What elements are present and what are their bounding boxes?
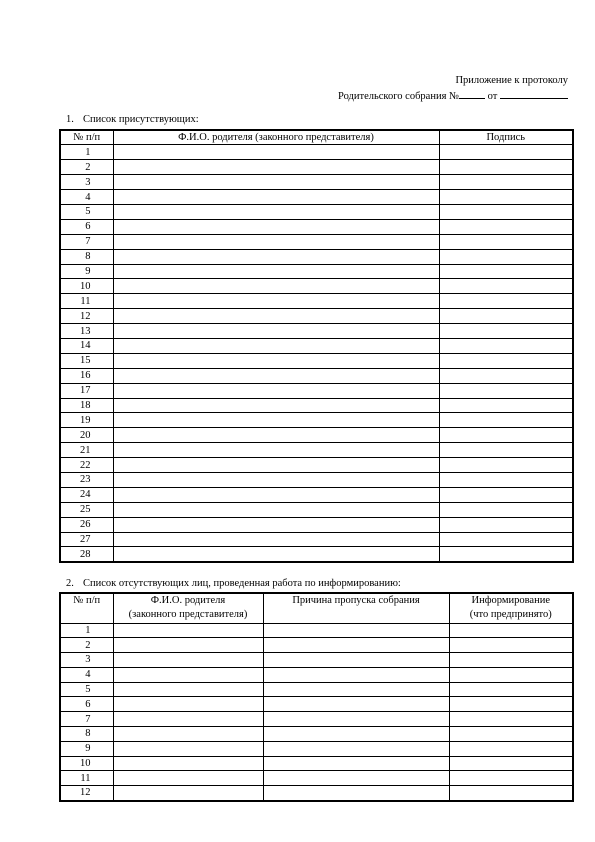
row-number: 1 (60, 145, 113, 160)
row-number: 26 (60, 517, 113, 532)
blank-cell[interactable] (263, 756, 449, 771)
header (338, 73, 568, 104)
blank-cell[interactable] (439, 487, 573, 502)
blank-cell[interactable] (113, 324, 439, 339)
blank-cell[interactable] (439, 324, 573, 339)
blank-cell[interactable] (439, 547, 573, 562)
table-row (60, 294, 573, 309)
row-number: 10 (60, 279, 113, 294)
table-row (60, 324, 573, 339)
table-row (60, 517, 573, 532)
blank-cell[interactable] (439, 279, 573, 294)
table-row (60, 234, 573, 249)
blank-cell[interactable] (263, 682, 449, 697)
row-number: 21 (60, 443, 113, 458)
table-row (60, 458, 573, 473)
table-row (60, 682, 573, 697)
blank-cell[interactable] (439, 443, 573, 458)
row-number: 15 (60, 353, 113, 368)
blank-cell[interactable] (113, 653, 263, 668)
blank-cell[interactable] (113, 279, 439, 294)
blank-cell[interactable] (113, 638, 263, 653)
blank-cell[interactable] (113, 398, 439, 413)
blank-cell[interactable] (113, 502, 439, 517)
blank-cell[interactable] (263, 697, 449, 712)
row-number: 11 (60, 771, 113, 786)
blank-cell[interactable] (439, 175, 573, 190)
table-row (60, 638, 573, 653)
blank-cell[interactable] (113, 517, 439, 532)
blank-cell[interactable] (113, 756, 263, 771)
header-date-label: от (487, 91, 498, 102)
table-row (60, 771, 573, 786)
row-number: 8 (60, 249, 113, 264)
blank-cell[interactable] (113, 383, 439, 398)
blank-cell[interactable] (263, 786, 449, 801)
table-row (60, 190, 573, 205)
table-row (60, 264, 573, 279)
row-number: 16 (60, 368, 113, 383)
blank-cell[interactable] (439, 398, 573, 413)
blank-cell[interactable] (113, 204, 439, 219)
row-number: 13 (60, 324, 113, 339)
table-row (60, 338, 573, 353)
blank-cell[interactable] (263, 771, 449, 786)
row-number: 4 (60, 190, 113, 205)
blank-cell[interactable] (449, 727, 573, 742)
blank-cell[interactable] (439, 264, 573, 279)
blank-cell[interactable] (439, 190, 573, 205)
section2-title (66, 578, 401, 589)
row-number: 2 (60, 638, 113, 653)
table-row (60, 786, 573, 801)
table-row (60, 532, 573, 547)
row-number: 4 (60, 667, 113, 682)
blank-cell[interactable] (113, 667, 263, 682)
blank-cell[interactable] (439, 204, 573, 219)
blank-cell[interactable] (439, 502, 573, 517)
row-number: 25 (60, 502, 113, 517)
attendees-table (59, 129, 574, 563)
blank-cell[interactable] (113, 190, 439, 205)
blank-cell[interactable] (449, 786, 573, 801)
table-row (60, 368, 573, 383)
row-number: 27 (60, 532, 113, 547)
blank-cell[interactable] (113, 547, 439, 562)
blank-cell[interactable] (439, 160, 573, 175)
blank-cell[interactable] (449, 667, 573, 682)
row-number: 19 (60, 413, 113, 428)
row-number: 3 (60, 175, 113, 190)
blank-cell[interactable] (113, 413, 439, 428)
col-signature-header: Подпись (439, 130, 573, 145)
table-row (60, 279, 573, 294)
table-row (60, 502, 573, 517)
table-row (60, 741, 573, 756)
table-row (60, 623, 573, 638)
row-number: 7 (60, 712, 113, 727)
blank-cell[interactable] (449, 756, 573, 771)
table-row (60, 653, 573, 668)
table-row (60, 667, 573, 682)
blank-cell[interactable] (439, 219, 573, 234)
blank-cell[interactable] (113, 727, 263, 742)
meeting-number-blank[interactable] (459, 88, 485, 99)
blank-cell[interactable] (449, 653, 573, 668)
blank-cell[interactable] (439, 413, 573, 428)
blank-cell[interactable] (449, 638, 573, 653)
blank-cell[interactable] (449, 623, 573, 638)
table-row (60, 249, 573, 264)
table-row (60, 160, 573, 175)
table-row (60, 727, 573, 742)
meeting-date-blank[interactable] (500, 88, 568, 99)
blank-cell[interactable] (439, 428, 573, 443)
table-row (60, 472, 573, 487)
blank-cell[interactable] (449, 771, 573, 786)
blank-cell[interactable] (263, 727, 449, 742)
blank-cell[interactable] (439, 294, 573, 309)
blank-cell[interactable] (439, 338, 573, 353)
row-number: 12 (60, 786, 113, 801)
blank-cell[interactable] (439, 517, 573, 532)
blank-cell[interactable] (113, 443, 439, 458)
table-row (60, 175, 573, 190)
table-row (60, 309, 573, 324)
blank-cell[interactable] (449, 697, 573, 712)
row-number: 9 (60, 741, 113, 756)
col-info-header: Информирование (что предпринято) (449, 593, 573, 623)
blank-cell[interactable] (113, 160, 439, 175)
row-number: 24 (60, 487, 113, 502)
blank-cell[interactable] (439, 234, 573, 249)
row-number: 20 (60, 428, 113, 443)
blank-cell[interactable] (113, 458, 439, 473)
table-row (60, 145, 573, 160)
table-row (60, 756, 573, 771)
blank-cell[interactable] (113, 234, 439, 249)
blank-cell[interactable] (113, 487, 439, 502)
header-meeting-label: Родительского собрания № (338, 91, 460, 102)
row-number: 22 (60, 458, 113, 473)
col-reason-header: Причина пропуска собрания (263, 593, 449, 623)
absentees-table-header (60, 593, 573, 623)
col-number-header: № п/п (60, 130, 113, 145)
row-number: 5 (60, 204, 113, 219)
blank-cell[interactable] (113, 697, 263, 712)
table-row (60, 413, 573, 428)
blank-cell[interactable] (113, 294, 439, 309)
row-number: 5 (60, 682, 113, 697)
table-row (60, 219, 573, 234)
blank-cell[interactable] (113, 532, 439, 547)
blank-cell[interactable] (439, 368, 573, 383)
table-row (60, 353, 573, 368)
blank-cell[interactable] (113, 771, 263, 786)
row-number: 10 (60, 756, 113, 771)
table-row (60, 204, 573, 219)
blank-cell[interactable] (439, 353, 573, 368)
row-number: 3 (60, 653, 113, 668)
table-row (60, 547, 573, 562)
blank-cell[interactable] (113, 623, 263, 638)
row-number: 23 (60, 472, 113, 487)
blank-cell[interactable] (113, 428, 439, 443)
row-number: 7 (60, 234, 113, 249)
blank-cell[interactable] (449, 712, 573, 727)
row-number: 6 (60, 697, 113, 712)
col-name-header: Ф.И.О. родителя (законного представителя) (113, 593, 263, 623)
blank-cell[interactable] (439, 458, 573, 473)
blank-cell[interactable] (113, 682, 263, 697)
absentees-table (59, 592, 574, 802)
blank-cell[interactable] (113, 786, 263, 801)
row-number: 8 (60, 727, 113, 742)
blank-cell[interactable] (449, 741, 573, 756)
table-row (60, 712, 573, 727)
section2-number: 2. (66, 578, 74, 589)
blank-cell[interactable] (113, 309, 439, 324)
section2-title-text: Список отсутствующих лиц, проведенная работа по информированию: (83, 578, 401, 589)
row-number: 9 (60, 264, 113, 279)
blank-cell[interactable] (263, 653, 449, 668)
blank-cell[interactable] (449, 682, 573, 697)
blank-cell[interactable] (113, 472, 439, 487)
blank-cell[interactable] (113, 353, 439, 368)
blank-cell[interactable] (439, 532, 573, 547)
blank-cell[interactable] (113, 249, 439, 264)
blank-cell[interactable] (439, 309, 573, 324)
blank-cell[interactable] (113, 264, 439, 279)
header-protocol-line (338, 88, 568, 104)
blank-cell[interactable] (263, 667, 449, 682)
row-number: 1 (60, 623, 113, 638)
blank-cell[interactable] (439, 472, 573, 487)
blank-cell[interactable] (439, 383, 573, 398)
row-number: 11 (60, 294, 113, 309)
blank-cell[interactable] (263, 741, 449, 756)
blank-cell[interactable] (113, 175, 439, 190)
table-row (60, 398, 573, 413)
row-number: 12 (60, 309, 113, 324)
blank-cell[interactable] (263, 638, 449, 653)
blank-cell[interactable] (113, 219, 439, 234)
col-number-header: № п/п (60, 593, 113, 623)
blank-cell[interactable] (113, 368, 439, 383)
blank-cell[interactable] (113, 145, 439, 160)
table-row (60, 443, 573, 458)
attendees-table-header (60, 130, 573, 145)
row-number: 28 (60, 547, 113, 562)
table-row (60, 428, 573, 443)
blank-cell[interactable] (263, 712, 449, 727)
blank-cell[interactable] (439, 145, 573, 160)
section1-title (66, 114, 199, 125)
table-row (60, 487, 573, 502)
blank-cell[interactable] (439, 249, 573, 264)
section1-number: 1. (66, 114, 74, 125)
blank-cell[interactable] (113, 338, 439, 353)
blank-cell[interactable] (263, 623, 449, 638)
table-row (60, 383, 573, 398)
row-number: 18 (60, 398, 113, 413)
row-number: 14 (60, 338, 113, 353)
header-appendix-line: Приложение к протоколу (455, 75, 568, 86)
row-number: 17 (60, 383, 113, 398)
row-number: 2 (60, 160, 113, 175)
col-name-header: Ф.И.О. родителя (законного представителя) (113, 130, 439, 145)
section1-title-text: Список присутствующих: (83, 114, 199, 125)
table-row (60, 697, 573, 712)
row-number: 6 (60, 219, 113, 234)
blank-cell[interactable] (113, 741, 263, 756)
blank-cell[interactable] (113, 712, 263, 727)
